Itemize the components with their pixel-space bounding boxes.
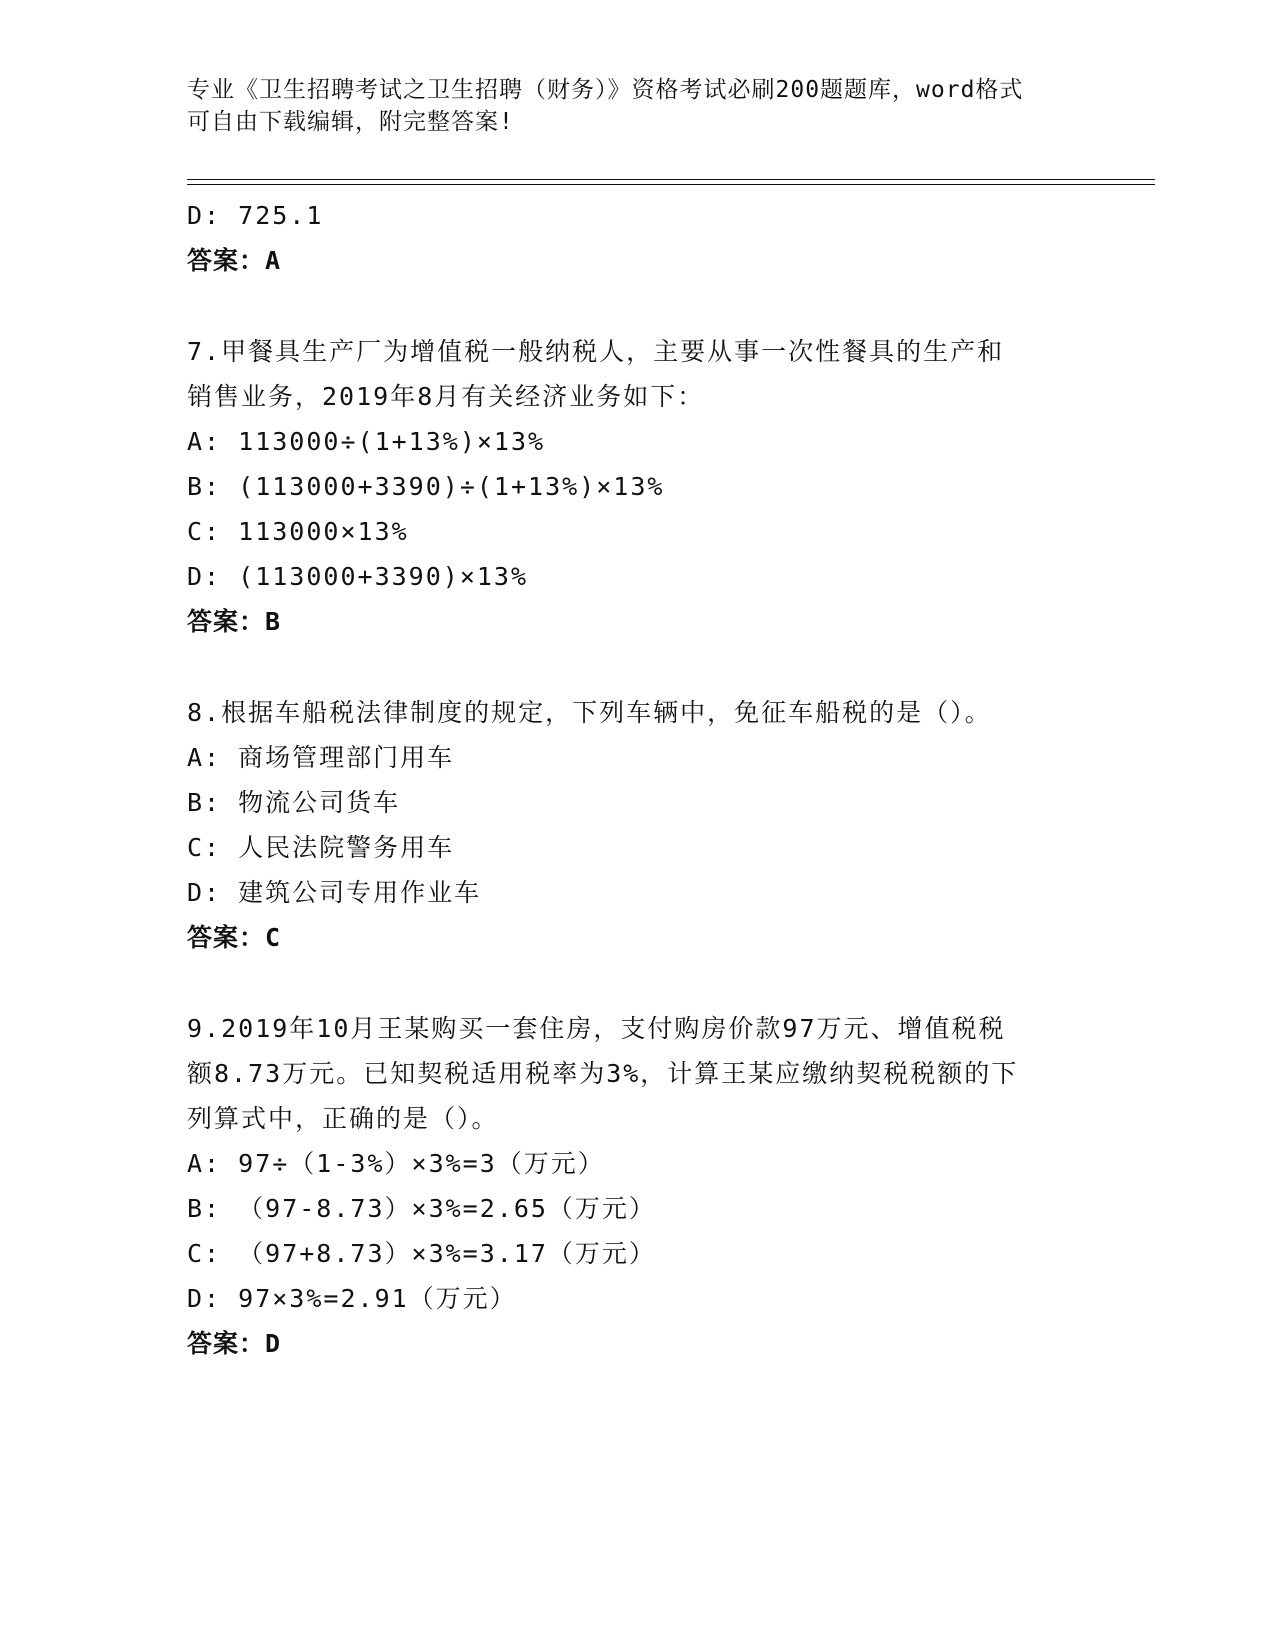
- question-7-answer: 答案：B: [187, 607, 282, 636]
- prev-question-option-d: D: 725.1: [187, 201, 324, 230]
- header-divider-top: [187, 179, 1155, 180]
- question-7-stem-line-1: 7.甲餐具生产厂为增值税一般纳税人，主要从事一次性餐具的生产和: [187, 337, 1005, 366]
- question-9: [187, 1006, 1087, 1367]
- question-9-stem-line-3: 列算式中，正确的是（）。: [187, 1104, 499, 1133]
- question-9-option-d: D: 97×3%=2.91（万元）: [187, 1284, 517, 1313]
- spacer: [187, 284, 1087, 329]
- question-8-option-b: B: 物流公司货车: [187, 788, 401, 817]
- question-9-answer: 答案：D: [187, 1329, 282, 1358]
- question-7-option-d: D: (113000+3390)×13%: [187, 562, 529, 591]
- question-9-option-b: B: （97-8.73）×3%=2.65（万元）: [187, 1194, 656, 1223]
- question-7: [187, 329, 1087, 645]
- question-9-stem-line-2: 额8.73万元。已知契税适用税率为3%，计算王某应缴纳契税税额的下: [187, 1059, 1019, 1088]
- question-9-option-c: C: （97+8.73）×3%=3.17（万元）: [187, 1239, 656, 1268]
- question-7-option-a: A: 113000÷(1+13%)×13%: [187, 427, 546, 456]
- question-9-stem-line-1: 9.2019年10月王某购买一套住房，支付购房价款97万元、增值税税: [187, 1014, 1006, 1043]
- question-8-option-a: A: 商场管理部门用车: [187, 743, 455, 772]
- question-8-option-d: D: 建筑公司专用作业车: [187, 878, 482, 907]
- question-8: [187, 690, 1087, 961]
- question-7-stem-line-2: 销售业务，2019年8月有关经济业务如下：: [187, 382, 705, 411]
- header-divider-bottom: [187, 184, 1155, 185]
- question-7-option-b: B: (113000+3390)÷(1+13%)×13%: [187, 472, 665, 501]
- page-header: [187, 74, 1067, 138]
- question-8-stem-line-1: 8.根据车船税法律制度的规定，下列车辆中，免征车船税的是（）。: [187, 698, 992, 727]
- spacer: [187, 961, 1087, 1006]
- question-7-option-c: C: 113000×13%: [187, 517, 409, 546]
- header-title-line-1: 专业《卫生招聘考试之卫生招聘（财务）》资格考试必刷200题题库，word格式: [187, 77, 1024, 103]
- header-title-line-2: 可自由下载编辑，附完整答案!: [187, 109, 514, 135]
- question-8-option-c: C: 人民法院警务用车: [187, 833, 455, 862]
- prev-question-answer: 答案：A: [187, 246, 282, 275]
- question-9-option-a: A: 97÷（1-3%）×3%=3（万元）: [187, 1149, 605, 1178]
- spacer: [187, 645, 1087, 690]
- question-8-answer: 答案：C: [187, 923, 282, 952]
- document-body: [187, 193, 1087, 1367]
